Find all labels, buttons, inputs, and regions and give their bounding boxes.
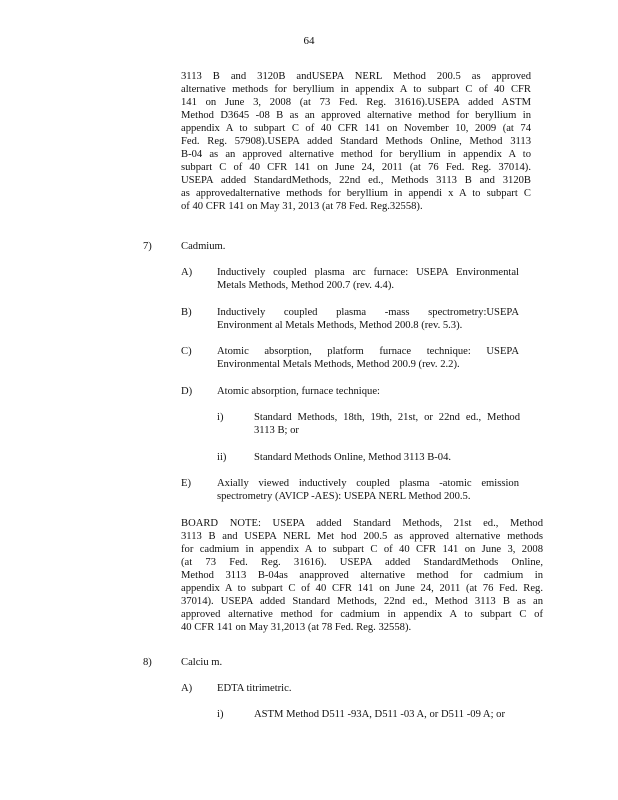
page-number: 64 xyxy=(303,35,315,47)
intro-line: 141 on June 3, 2008 (at 73 Fed. Reg. 31616).USEPA added ASTM xyxy=(181,97,531,108)
item-7c-marker: C) xyxy=(181,346,192,357)
item-7-marker: 7) xyxy=(143,241,152,252)
intro-line: of 40 CFR 141 on May 31, 2013 (at 78 Fed. Reg.32558). xyxy=(181,201,423,212)
intro-line: alternative methods for beryllium in appendix A to subpart C of 40 CFR xyxy=(181,84,531,95)
item-7b-text-line: Environment al Metals Methods, Method 200.8 (rev. 5.3). xyxy=(217,320,463,331)
board-note-line: Method 3113 B-04as anapproved alternative method for cadmium in xyxy=(181,570,543,581)
item-7d-ii-marker: ii) xyxy=(217,452,227,463)
item-7a-marker: A) xyxy=(181,267,193,278)
item-7e-marker: E) xyxy=(181,478,191,489)
intro-paragraph xyxy=(181,70,531,213)
board-note-line: appendix A to subpart C of 40 CFR 141 on June 24, 2011 (at 76 Fed. Reg. xyxy=(181,583,543,594)
board-note-line: 37014). USEPA added Standard Methods, 22nd ed., Method 3113 B as an xyxy=(181,596,543,607)
board-note-line: approved alternative method for cadmium in appendix A to subpart C of xyxy=(181,609,543,620)
board-note-line: 40 CFR 141 on May 31,2013 (at 78 Fed. Reg. 32558). xyxy=(181,622,412,633)
item-7d-i-text-line: 3113 B; or xyxy=(254,425,299,436)
item-8a-i-marker: i) xyxy=(217,709,224,720)
item-8a-i-text: ASTM Method D511 -93A, D511 -03 A, or D511 -09 A; or xyxy=(254,709,506,720)
item-7c-text xyxy=(217,345,519,371)
item-7e-text-line: spectrometry (AVICP -AES): USEPA NERL Method 200.5. xyxy=(217,491,471,502)
item-8-marker: 8) xyxy=(143,657,152,668)
item-7d-i-marker: i) xyxy=(217,412,224,423)
item-7b-text-line: Inductively coupled plasma -mass spectrometry:USEPA xyxy=(217,307,519,318)
item-7-title: Cadmium. xyxy=(181,241,226,252)
item-7b-marker: B) xyxy=(181,307,192,318)
item-7a-text-line: Metals Methods, Method 200.7 (rev. 4.4). xyxy=(217,280,395,291)
item-8-title: Calciu m. xyxy=(181,657,223,668)
intro-line: 3113 B and 3120B andUSEPA NERL Method 200.5 as approved xyxy=(181,71,531,82)
item-7a-text xyxy=(217,266,519,292)
intro-line: Method D3645 -08 B as an approved alternative method for beryllium in xyxy=(181,110,531,121)
intro-line: USEPA added StandardMethods, 22nd ed., Methods 3113 B and 3120B xyxy=(181,175,531,186)
board-note xyxy=(181,517,543,634)
item-7d-i-text xyxy=(254,411,520,437)
board-note-line: for cadmium in appendix A to subpart C of 40 CFR 141 on June 3, 2008 xyxy=(181,544,543,555)
board-note-line: (at 73 Fed. Reg. 31616). USEPA added StandardMethods Online, xyxy=(181,557,543,568)
item-7d-text: Atomic absorption, furnace technique: xyxy=(217,386,380,397)
board-note-line: 3113 B and USEPA NERL Met hod 200.5 as approved alternative methods xyxy=(181,531,543,542)
item-7c-text-line: Environmental Metals Methods, Method 200.9 (rev. 2.2). xyxy=(217,359,460,370)
intro-line: Fed. Reg. 57908).USEPA added Standard Methods Online, Method 3113 xyxy=(181,136,531,147)
item-7b-text xyxy=(217,306,519,332)
board-note-line: BOARD NOTE: USEPA added Standard Methods, 21st ed., Method xyxy=(181,518,543,529)
intro-line: as approvedalternative methods for beryllium in appendi x A to subpart C xyxy=(181,188,531,199)
item-7e-text-line: Axially viewed inductively coupled plasma -atomic emission xyxy=(217,478,519,489)
item-7d-i-text-line: Standard Methods, 18th, 19th, 21st, or 22nd ed., Method xyxy=(254,412,520,423)
item-8a-marker: A) xyxy=(181,683,193,694)
item-7a-text-line: Inductively coupled plasma arc furnace: USEPA Environmental xyxy=(217,267,519,278)
item-7d-ii-text: Standard Methods Online, Method 3113 B-04. xyxy=(254,452,452,463)
item-8a-text: EDTA titrimetric. xyxy=(217,683,292,694)
item-7e-text xyxy=(217,477,519,503)
intro-line: B-04 as an approved alternative method for beryllium in appendix A to xyxy=(181,149,531,160)
intro-line: appendix A to subpart C of 40 CFR 141 on November 10, 2009 (at 74 xyxy=(181,123,531,134)
item-7c-text-line: Atomic absorption, platform furnace technique: USEPA xyxy=(217,346,519,357)
intro-line: subpart C of 40 CFR 141 on June 24, 2011 (at 76 Fed. Reg. 37014). xyxy=(181,162,531,173)
item-7d-marker: D) xyxy=(181,386,193,397)
